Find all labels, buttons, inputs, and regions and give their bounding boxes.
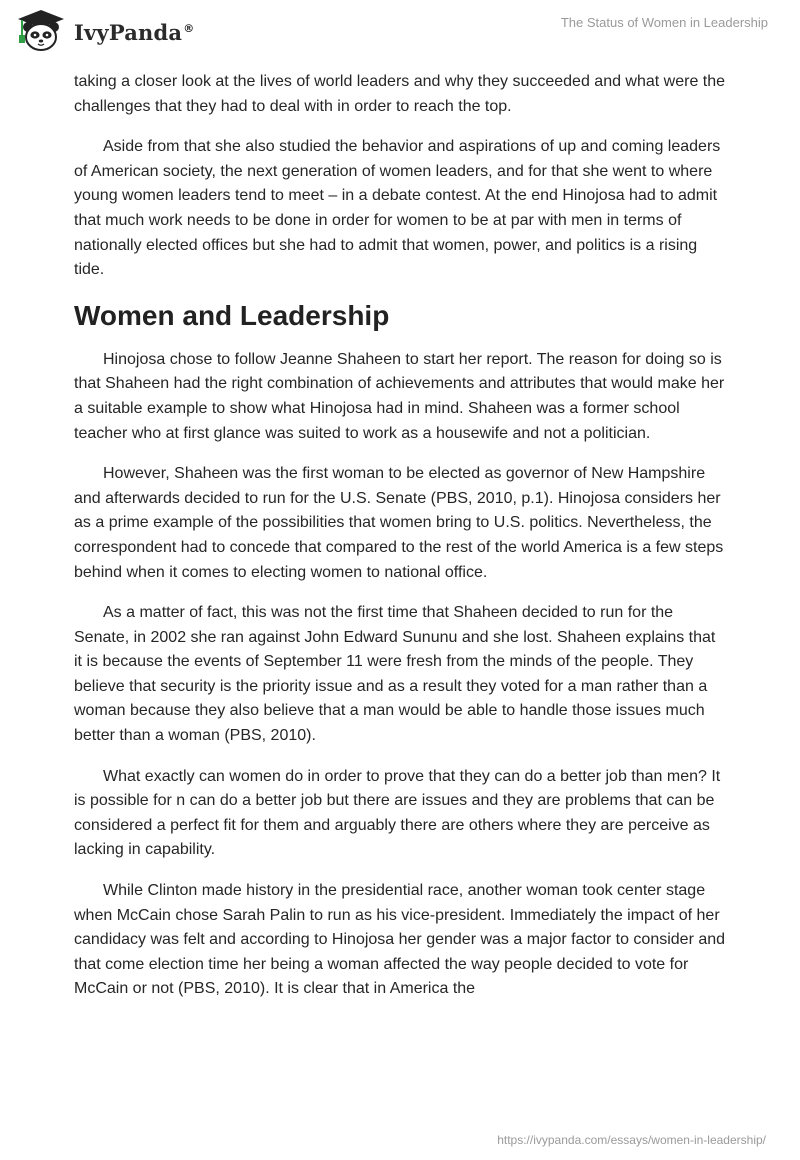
- logo-name: IvyPanda: [74, 19, 183, 45]
- document-title: The Status of Women in Leadership: [560, 15, 768, 30]
- ivypanda-logo[interactable]: [14, 8, 194, 54]
- paragraph: Hinojosa chose to follow Jeanne Shaheen to start her report. The reason for doing so is that Shaheen had the right combination of achievements and attributes that would make her a suitable example to show what Hinojosa had in mind. Shaheen was a former school teacher who at first glance was suited to work as a housewife and not a politician.: [74, 350, 725, 442]
- section-heading: Women and Leadership: [74, 299, 390, 331]
- logo-text: [74, 20, 194, 45]
- essay-body: [74, 70, 726, 1018]
- source-url[interactable]: https://ivypanda.com/essays/women-in-leadership/: [497, 1133, 766, 1147]
- registered-mark: ®: [183, 21, 195, 35]
- paragraph: What exactly can women do in order to prove that they can do a better job than men? It is possible for n can do a better job but there are issues and they are problems that can be considered a perfect fit for them and arguably there are others where they are perceive as lacking in capability.: [74, 767, 721, 859]
- paragraph: As a matter of fact, this was not the first time that Shaheen decided to run for the Senate, in 2002 she ran against John Edward Sununu and she lost. Shaheen explains that it is because the events of September 11 were fresh from the minds of the people. They believe that security is the priority issue and as a result they voted for a man rather than a woman because they also believe that a man would be able to handle those issues much better than a woman (PBS, 2010).: [74, 604, 716, 745]
- paragraph: Aside from that she also studied the behavior and aspirations of up and coming leaders of American society, the next generation of women leaders, and for that she went to where young women leaders tend to meet – in a debate contest. At the end Hinojosa had to admit that much work needs to be done in order for women to be at par with men in terms of nationally elected offices but she had to admit that women, power, and politics is a rising tide.: [74, 138, 721, 279]
- paragraph-continued: taking a closer look at the lives of world leaders and why they succeeded and what were the challenges that they had to deal with in order to reach the top.: [74, 73, 726, 115]
- paragraph: While Clinton made history in the presidential race, another woman took center stage when McCain chose Sarah Palin to run as his vice-president. Immediately the impact of her candidacy was felt and according to Hinojosa her gender was a major factor to consider and that come election time her being a woman affected the way people decided to vote for McCain or not (PBS, 2010). It is clear that in America the: [74, 882, 726, 998]
- page-header: [0, 0, 800, 60]
- paragraph: However, Shaheen was the first woman to be elected as governor of New Hampshire and afterwards decided to run for the U.S. Senate (PBS, 2010, p.1). Hinojosa considers her as a prime example of the possibilities that women bring to U.S. politics. Nevertheless, the correspondent had to concede that compared to the rest of the world America is a few steps behind when it comes to electing women to national office.: [74, 465, 724, 581]
- panda-graduate-icon: [14, 8, 68, 54]
